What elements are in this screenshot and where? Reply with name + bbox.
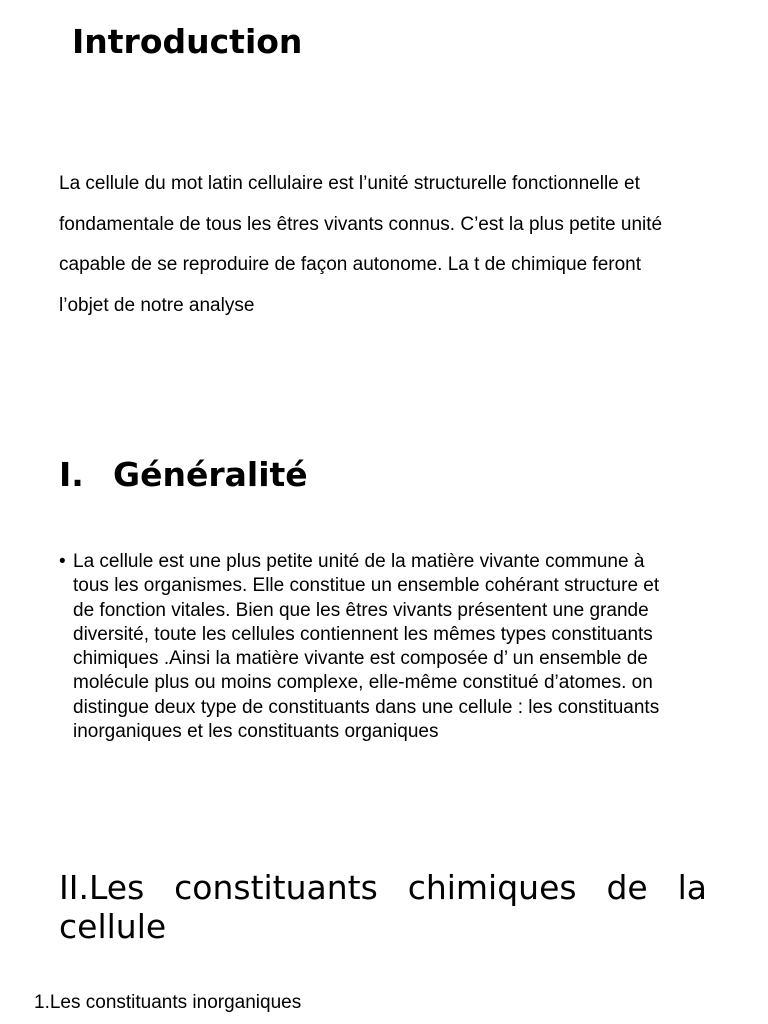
paragraph-line: l’objet de notre analyse (59, 294, 255, 316)
bullet-list-item (59, 550, 719, 744)
bullet-line: distingue deux type de constituants dans une cellule : les constituants (73, 696, 660, 718)
introduction-paragraph (59, 164, 739, 326)
section-1-title: Généralité (113, 455, 308, 494)
bullet-icon: • (59, 551, 66, 572)
bullet-line: chimiques .Ainsi la matière vivante est composée d’ un ensemble de (73, 648, 648, 670)
section-1-heading (59, 452, 308, 498)
bullet-line: inorganiques et les constituants organiques (73, 721, 439, 743)
subsection-2-1-heading: 1.Les constituants inorganiques (34, 992, 302, 1013)
bullet-line: de fonction vitales. Bien que les êtres vivants présentent une grande (73, 599, 649, 621)
section-2-heading-line: II.Les constituants chimiques de la (59, 868, 707, 907)
section-2-heading (59, 868, 707, 946)
section-2-heading-line: cellule (59, 907, 167, 946)
bullet-line: molécule plus ou moins complexe, elle-même constitué d’atomes. on (73, 672, 653, 694)
introduction-heading: Introduction (72, 22, 303, 61)
section-1-number: I. (59, 455, 84, 494)
paragraph-line: La cellule du mot latin cellulaire est l’unité structurelle fonctionnelle et (59, 173, 640, 194)
bullet-line: La cellule est une plus petite unité de la matière vivante commune à (73, 551, 645, 572)
paragraph-line: capable de se reproduire de façon autonome. La t de chimique feront (59, 254, 641, 275)
paragraph-line: fondamentale de tous les êtres vivants connus. C’est la plus petite unité (59, 213, 663, 235)
bullet-text (73, 550, 719, 744)
bullet-line: diversité, toute les cellules contiennent les mêmes types constituants (73, 623, 653, 645)
bullet-line: tous les organismes. Elle constitue un ensemble cohérant structure et (73, 575, 660, 597)
